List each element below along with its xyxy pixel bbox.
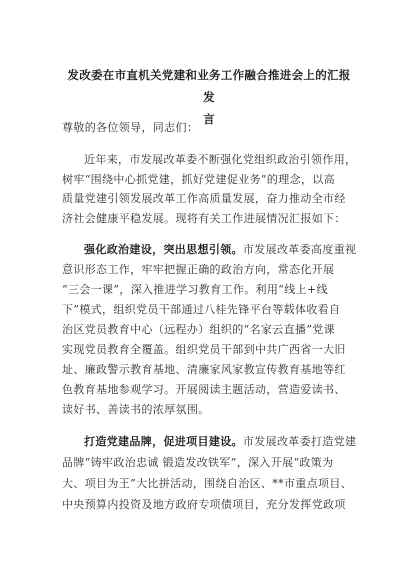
body-line: 质量党建引领发展改革工作高质量发展，奋力推动全市经 <box>62 192 346 205</box>
body-line: 读好书、善读书的浓厚氛围。 <box>62 403 210 416</box>
body-line: 近年来，市发展改革委不断强化党组织政治引领作用， <box>84 153 357 166</box>
body-line: 树牢“围绕中心抓党建，抓好党建促业务”的理念，以高 <box>62 172 335 186</box>
body-line: 实现党员教育全覆盖。组织党员干部到中共广西省一大旧 <box>62 343 346 356</box>
section-heading-line: 打造党建品牌，促进项目建设。市发展改革委打造党建 <box>84 435 357 448</box>
section-heading: 强化政治建设，突出思想引领。 <box>84 243 243 256</box>
body-line: 下”模式，组织党员干部通过八桂先锋平台等载体收看自 <box>62 303 341 316</box>
section-heading: 打造党建品牌，促进项目建设。 <box>84 435 243 448</box>
body-line: 大、项目为王”大比拼活动，围绕自治区、**市重点项目、 <box>62 477 353 490</box>
body-line: 色教育基地参观学习。开展阅读主题活动，营造爱读书、 <box>62 383 346 396</box>
body-line: 治区党员教育中心（远程办）组织的“名家云直播”党课 <box>62 323 335 336</box>
title-line-2: 言 <box>203 112 215 126</box>
body-line: 意识形态工作，牢牢把握正确的政治方向，常态化开展 <box>62 263 335 276</box>
greeting: 尊敬的各位领导，同志们： <box>62 121 199 134</box>
body-line: “三会一课”，深入推进学习教育工作。利用“线上+线 <box>62 283 328 296</box>
body-line: 济社会健康平稳发展。现将有关工作进展情况汇报如下： <box>62 211 346 225</box>
body-line: 品牌“铸牢政治忠诚 锻造发改铁军”，深入开展“政策为 <box>62 456 334 469</box>
body-line: 址、廉政警示教育基地、清廉家风家教宣传教育基地等红 <box>62 363 346 376</box>
title-line-1: 发改委在市直机关党建和业务工作融合推进会上的汇报发 <box>67 68 351 104</box>
section-heading-line: 强化政治建设，突出思想引领。市发展改革委高度重视 <box>84 243 357 256</box>
body-line: 中央预算内投资及地方政府专项债项目，充分发挥党政项 <box>62 498 346 511</box>
